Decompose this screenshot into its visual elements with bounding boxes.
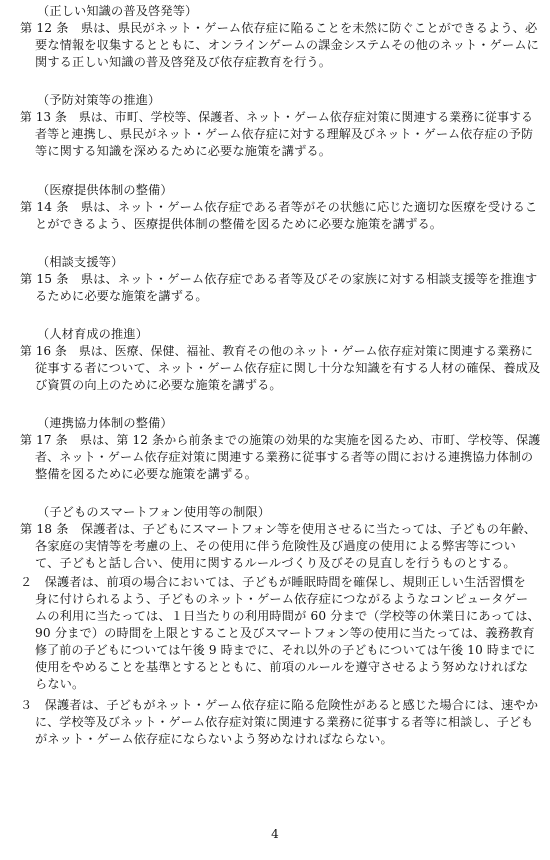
paragraph-item-line: ３ 保護者は、子どもがネット・ゲーム依存症に陥る危険性があると感じた場合には、速やか [20, 698, 539, 712]
page-number: 4 [271, 827, 279, 841]
article-text-line: 要な情報を収集するとともに、オンラインゲームの課金システムその他のネット・ゲームに [35, 38, 540, 52]
paragraph-item-line: らない。 [35, 677, 85, 691]
paragraph-item-line: ムの利用に当たっては、１日当たりの利用時間が 60 分まで（学校等の休業日にあっては、 [35, 609, 540, 623]
article-text-line: 第 14 条 県は、ネット・ゲーム依存症である者等がその状態に応じた適切な医療を受けるこ [20, 200, 538, 214]
article-text-line: とができるよう、医療提供体制の整備を図るために必要な施策を講ずる。 [35, 217, 443, 231]
article-text-line: 各家庭の実情等を考慮の上、その使用に伴う危険性及び過度の使用による弊害等につい [35, 539, 516, 553]
paragraph-item-line: がネット・ゲーム依存症にならないよう努めなければならない。 [35, 732, 393, 746]
article-text-line: び資質の向上のために必要な施策を講ずる。 [35, 378, 282, 392]
section-heading: （医療提供体制の整備） [37, 183, 173, 197]
section-heading: （予防対策等の推進） [37, 93, 161, 107]
article-text-line: 整備を図るために必要な施策を講ずる。 [35, 467, 258, 481]
section-heading: （正しい知識の普及啓発等） [37, 4, 198, 18]
article-text-line: 第 17 条 県は、第 12 条から前条までの施策の効果的な実施を図るため、市町、学校等、保護 [20, 433, 541, 447]
paragraph-item-line: ２ 保護者は、前項の場合においては、子どもが睡眠時間を確保し、規則正しい生活習慣を [20, 575, 526, 589]
article-text-line: 者、ネット・ゲーム依存症対策に関連する業務に従事する者等の間における連携協力体制の [35, 450, 534, 464]
paragraph-item-line: 修了前の子どもについては午後 9 時までに、それ以外の子どもについては午後 10 時までに [35, 643, 536, 657]
section-heading: （相談支援等） [37, 255, 124, 269]
paragraph-item-line: に、学校等及びネット・ゲーム依存症対策に関連する業務に従事する者等に相談し、子ども [35, 715, 534, 729]
article-text-line: 第 15 条 県は、ネット・ゲーム依存症である者等及びその家族に対する相談支援等を推進す [20, 272, 538, 286]
paragraph-item-line: 身に付けられるよう、子どものネット・ゲーム依存症につながるようなコンピュータゲー [35, 592, 529, 606]
section-heading: （子どものスマートフォン使用等の制限） [37, 505, 271, 519]
article-text-line: 等に関する知識を深めるために必要な施策を講ずる。 [35, 144, 332, 158]
article-text-line: るために必要な施策を講ずる。 [35, 289, 208, 303]
article-text-line: 従事する者について、ネット・ゲーム依存症に関し十分な知識を有する人材の確保、養成及 [35, 361, 541, 375]
article-text-line: 第 18 条 保護者は、子どもにスマートフォン等を使用させるに当たっては、子どもの年齢、 [20, 522, 537, 536]
article-text-line: 関する正しい知識の普及啓発及び依存症教育を行う。 [35, 55, 332, 69]
article-text-line: 第 12 条 県は、県民がネット・ゲーム依存症に陥ることを未然に防ぐことができるよう、必 [20, 21, 538, 35]
article-text-line: 第 13 条 県は、市町、学校等、保護者、ネット・ゲーム依存症対策に関連する業務に従事する [20, 110, 533, 124]
section-heading: （連携協力体制の整備） [37, 416, 173, 430]
paragraph-item-line: 使用をやめることを基準とするとともに、前項のルールを遵守させるよう努めなければな [35, 660, 529, 674]
article-text-line: 第 16 条 県は、医療、保健、福祉、教育その他のネット・ゲーム依存症対策に関連する業務に [20, 344, 533, 358]
article-text-line: 者等と連携し、県民がネット・ゲーム依存症に対する理解及びネット・ゲーム依存症の予防 [35, 127, 534, 141]
paragraph-item-line: 90 分まで）の時間を上限とすること及びスマートフォン等の使用に当たっては、義務教育 [35, 626, 535, 640]
article-text-line: て、子どもと話し合い、使用に関するルールづくり及びその見直しを行うものとする。 [35, 556, 516, 570]
section-heading: （人材育成の推進） [37, 327, 149, 341]
